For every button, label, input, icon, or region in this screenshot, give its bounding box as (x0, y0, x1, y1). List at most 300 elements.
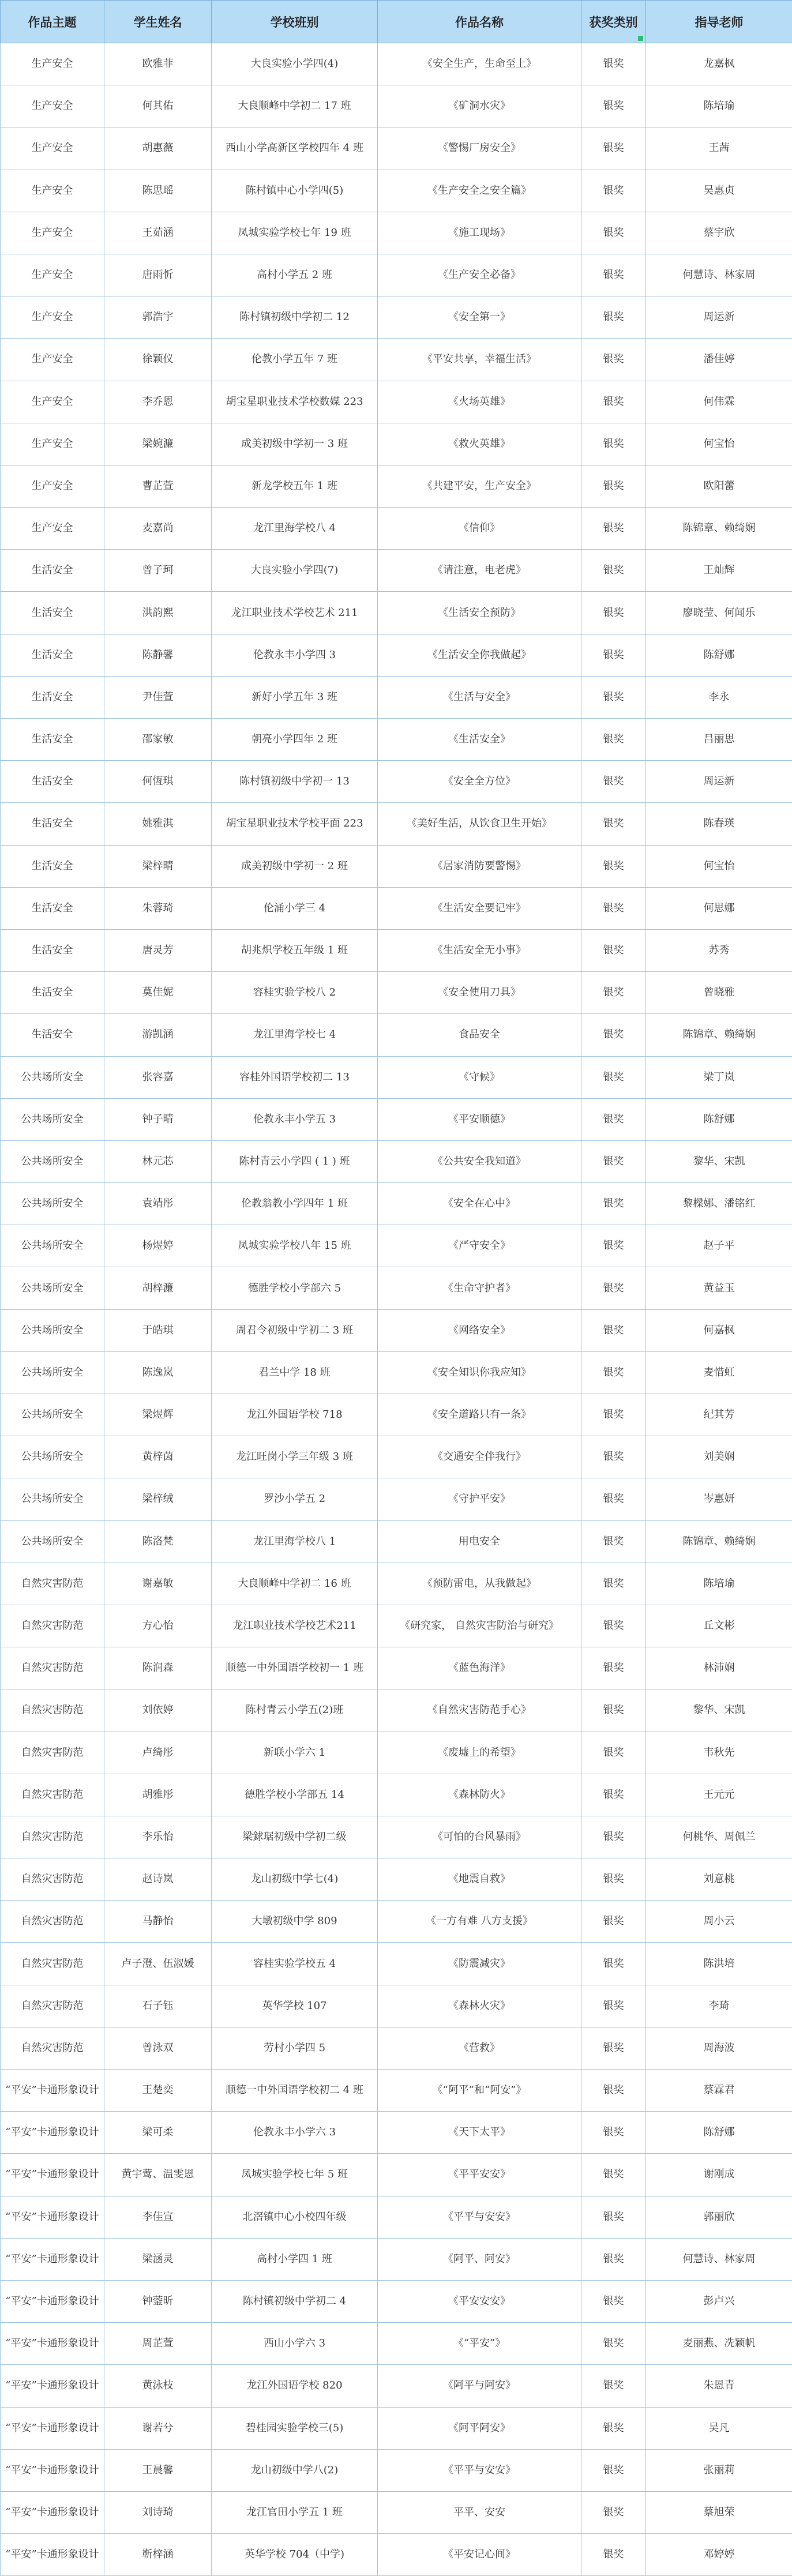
cell-work-title: 《研究家， 自然灾害防治与研究》 (378, 1605, 581, 1647)
table-row (1, 2070, 792, 2112)
cell-award-type: 银奖 (581, 2323, 646, 2365)
table-row (1, 1774, 792, 1816)
cell-work-title: 《阿平、阿安》 (378, 2238, 581, 2280)
cell-school-class: 陈村镇中心小学四(5) (212, 170, 378, 212)
cell-teacher: 何伟霖 (646, 381, 792, 423)
cell-award-type: 银奖 (581, 2196, 646, 2238)
cell-award-type: 银奖 (581, 85, 646, 127)
cell-award-type: 银奖 (581, 803, 646, 845)
cell-theme: “平安”卡通形象设计 (1, 2238, 104, 2280)
header-award-type[interactable] (581, 1, 646, 43)
cell-work-title: 《生产安全之安全篇》 (378, 170, 581, 212)
table-row (1, 296, 792, 339)
cell-award-type: 银奖 (581, 1689, 646, 1732)
cell-teacher: 何嘉枫 (646, 1309, 792, 1351)
cell-teacher: 龙嘉枫 (646, 43, 792, 85)
table-row (1, 1689, 792, 1732)
cell-work-title: 《救火英雄》 (378, 423, 581, 465)
cell-school-class: 陈村镇初级中学初一 13 (212, 761, 378, 803)
cell-theme: “平安”卡通形象设计 (1, 2449, 104, 2491)
table-row (1, 508, 792, 550)
cell-student: 卢子澄、伍淑媛 (104, 1943, 212, 1985)
cell-award-type: 银奖 (581, 465, 646, 507)
cell-work-title: 《生活安全你我做起》 (378, 634, 581, 676)
cell-student: 胡雅彤 (104, 1774, 212, 1816)
cell-student: 林元芯 (104, 1140, 212, 1182)
cell-work-title: 《平安记心间》 (378, 2534, 581, 2576)
cell-school-class: 龙江职业技术学校艺术211 (212, 1605, 378, 1647)
cell-award-type: 银奖 (581, 1901, 646, 1943)
table-row (1, 2154, 792, 2196)
cell-teacher: 陈锦章、赖绮娴 (646, 1014, 792, 1056)
cell-student: 李乐怡 (104, 1816, 212, 1858)
cell-student: 胡惠薇 (104, 127, 212, 170)
table-row (1, 634, 792, 676)
header-student: 学生姓名 (104, 1, 212, 43)
cell-work-title: 《生活安全要记牢》 (378, 887, 581, 929)
cell-theme: 生产安全 (1, 170, 104, 212)
cell-work-title: 《平安顺德》 (378, 1098, 581, 1140)
cell-school-class: 西山小学高新区学校四年 4 班 (212, 127, 378, 170)
cell-theme: 生产安全 (1, 127, 104, 170)
cell-school-class: 龙江里海学校七 4 (212, 1014, 378, 1056)
table-row (1, 1647, 792, 1689)
table-row (1, 2323, 792, 2365)
cell-school-class: 胡宝星职业技术学校平面 223 (212, 803, 378, 845)
cell-student: 黄梓茵 (104, 1436, 212, 1478)
cell-teacher: 周海波 (646, 2027, 792, 2069)
cell-work-title: 《森林火灾》 (378, 1985, 581, 2027)
cell-award-type: 银奖 (581, 1056, 646, 1098)
cell-school-class: 胡宝星职业技术学校数媒 223 (212, 381, 378, 423)
cell-award-type: 银奖 (581, 1014, 646, 1056)
cell-teacher: 陈舒娜 (646, 1098, 792, 1140)
cell-work-title: 平平、安安 (378, 2491, 581, 2533)
table-row (1, 2027, 792, 2069)
cell-teacher: 陈锦章、赖绮娴 (646, 508, 792, 550)
cell-school-class: 德胜学校小学部五 14 (212, 1774, 378, 1816)
cell-theme: 生活安全 (1, 634, 104, 676)
cell-theme: 生活安全 (1, 550, 104, 592)
cell-student: 卢绮彤 (104, 1732, 212, 1774)
cell-school-class: 伦教翁教小学四年 1 班 (212, 1183, 378, 1225)
table-row (1, 423, 792, 465)
cell-teacher: 蔡宇欣 (646, 212, 792, 254)
cell-theme: 生产安全 (1, 212, 104, 254)
cell-work-title: 《守候》 (378, 1056, 581, 1098)
cell-work-title: 《平安共享，幸福生活》 (378, 339, 581, 381)
cell-teacher: 潘佳婷 (646, 339, 792, 381)
cell-student: 钟蓥昕 (104, 2280, 212, 2322)
cell-award-type: 银奖 (581, 1309, 646, 1351)
cell-work-title: 《请注意，电老虎》 (378, 550, 581, 592)
table-header (1, 1, 792, 43)
cell-student: 方心怡 (104, 1605, 212, 1647)
table-row (1, 1520, 792, 1563)
cell-student: 钟子晴 (104, 1098, 212, 1140)
cell-student: 张容嘉 (104, 1056, 212, 1098)
cell-school-class: 伦涌小学三 4 (212, 887, 378, 929)
cell-student: 陈洛梵 (104, 1520, 212, 1563)
cell-theme: 公共场所安全 (1, 1267, 104, 1309)
cell-theme: 生产安全 (1, 381, 104, 423)
cell-student: 唐雨忻 (104, 254, 212, 296)
cell-award-type: 银奖 (581, 592, 646, 634)
cell-work-title: 《地震自救》 (378, 1858, 581, 1901)
cell-school-class: 劳村小学四 5 (212, 2027, 378, 2069)
cell-student: 何其佑 (104, 85, 212, 127)
cell-school-class: 成美初级中学初一 2 班 (212, 845, 378, 887)
cell-student: 朱蓉琦 (104, 887, 212, 929)
cell-award-type: 银奖 (581, 1563, 646, 1605)
table-row (1, 85, 792, 127)
cell-teacher: 吴惠贞 (646, 170, 792, 212)
table-row (1, 1014, 792, 1056)
cell-work-title: 《安全道路只有一条》 (378, 1394, 581, 1436)
cell-student: 刘依婷 (104, 1689, 212, 1732)
cell-school-class: 朝亮小学四年 2 班 (212, 719, 378, 761)
table-row (1, 972, 792, 1014)
cell-teacher: 何宝怡 (646, 845, 792, 887)
table-row (1, 1394, 792, 1436)
cell-award-type: 银奖 (581, 1098, 646, 1140)
cell-student: 梁梓绒 (104, 1478, 212, 1520)
header-theme: 作品主题 (1, 1, 104, 43)
cell-school-class: 龙江里海学校八 4 (212, 508, 378, 550)
cell-work-title: 《平平与安安》 (378, 2196, 581, 2238)
cell-theme: 生产安全 (1, 43, 104, 85)
header-school-class: 学校班别 (212, 1, 378, 43)
table-row (1, 465, 792, 507)
cell-work-title: 《警惕厂房安全》 (378, 127, 581, 170)
cell-teacher: 吴凡 (646, 2407, 792, 2449)
cell-theme: “平安”卡通形象设计 (1, 2280, 104, 2322)
table-row (1, 2196, 792, 2238)
cell-student: 郭浩宇 (104, 296, 212, 339)
cell-work-title: 《平平与安安》 (378, 2449, 581, 2491)
cell-school-class: 龙山初级中学八(2) (212, 2449, 378, 2491)
cell-work-title: 《废墟上的希望》 (378, 1732, 581, 1774)
table-row (1, 550, 792, 592)
cell-award-type: 银奖 (581, 1520, 646, 1563)
cell-award-type: 银奖 (581, 761, 646, 803)
cell-award-type: 银奖 (581, 1774, 646, 1816)
cell-theme: 公共场所安全 (1, 1351, 104, 1394)
cell-student: 何恆琪 (104, 761, 212, 803)
cell-teacher: 邓婷婷 (646, 2534, 792, 2576)
cell-theme: 自然灾害防范 (1, 1605, 104, 1647)
header-teacher: 指导老师 (646, 1, 792, 43)
cell-theme: 生活安全 (1, 972, 104, 1014)
cell-teacher: 郭丽欣 (646, 2196, 792, 2238)
cell-work-title: 《安全使用刀具》 (378, 972, 581, 1014)
cell-work-title: 《安全知识你我应知》 (378, 1351, 581, 1394)
table-row (1, 254, 792, 296)
cell-student: 梁可柔 (104, 2112, 212, 2154)
cell-school-class: 高村小学五 2 班 (212, 254, 378, 296)
cell-theme: “平安”卡通形象设计 (1, 2407, 104, 2449)
cell-work-title: 《安全第一》 (378, 296, 581, 339)
table-row (1, 1140, 792, 1182)
cell-teacher: 张丽莉 (646, 2449, 792, 2491)
table-row (1, 43, 792, 85)
table-row (1, 2449, 792, 2491)
cell-student: 曾子珂 (104, 550, 212, 592)
table-row (1, 1943, 792, 1985)
cell-theme: “平安”卡通形象设计 (1, 2196, 104, 2238)
cell-student: 梁煜辉 (104, 1394, 212, 1436)
cell-work-title: 《火场英雄》 (378, 381, 581, 423)
cell-theme: 生产安全 (1, 254, 104, 296)
cell-teacher: 王灿辉 (646, 550, 792, 592)
cell-student: 唐灵芳 (104, 929, 212, 971)
cell-work-title: 《严守安全》 (378, 1225, 581, 1267)
cell-school-class: 成美初级中学初一 3 班 (212, 423, 378, 465)
cell-student: 赵诗岚 (104, 1858, 212, 1901)
cell-theme: “平安”卡通形象设计 (1, 2365, 104, 2407)
cell-student: 谢若兮 (104, 2407, 212, 2449)
cell-teacher: 麦丽燕、冼颖帆 (646, 2323, 792, 2365)
cell-student: 马静怡 (104, 1901, 212, 1943)
cell-school-class: 顺德一中外国语学校初一 1 班 (212, 1647, 378, 1689)
cell-teacher: 李永 (646, 676, 792, 718)
cell-school-class: 龙江职业技术学校艺术 211 (212, 592, 378, 634)
cell-work-title: 《美好生活，从饮食卫生开始》 (378, 803, 581, 845)
cell-teacher: 黎樑娜、潘铭红 (646, 1183, 792, 1225)
cell-work-title: 《生活安全预防》 (378, 592, 581, 634)
cell-award-type: 银奖 (581, 43, 646, 85)
cell-work-title: 《“阿平”和“阿安”》 (378, 2070, 581, 2112)
cell-student: 石子钰 (104, 1985, 212, 2027)
cell-student: 欧雅菲 (104, 43, 212, 85)
cell-school-class: 梁銶琚初级中学初二级 (212, 1816, 378, 1858)
cell-award-type: 银奖 (581, 1605, 646, 1647)
table-row (1, 1901, 792, 1943)
cell-award-type: 银奖 (581, 2027, 646, 2069)
cell-work-title: 《生活安全无小事》 (378, 929, 581, 971)
table-row (1, 592, 792, 634)
cell-teacher: 何慧诗、林家周 (646, 254, 792, 296)
cell-award-type: 银奖 (581, 2534, 646, 2576)
cell-theme: “平安”卡通形象设计 (1, 2070, 104, 2112)
cell-teacher: 林沛娴 (646, 1647, 792, 1689)
cell-teacher: 麦惜虹 (646, 1351, 792, 1394)
cell-teacher: 蔡旭荣 (646, 2491, 792, 2533)
cell-theme: 自然灾害防范 (1, 1816, 104, 1858)
cell-teacher: 王茜 (646, 127, 792, 170)
cell-work-title: 《共建平安，生产安全》 (378, 465, 581, 507)
cell-award-type: 银奖 (581, 1985, 646, 2027)
table-body (1, 43, 792, 2576)
cell-teacher: 陈锦章、赖绮娴 (646, 1520, 792, 1563)
table-row (1, 2407, 792, 2449)
cell-theme: 生活安全 (1, 1014, 104, 1056)
cell-work-title: 《交通安全伴我行》 (378, 1436, 581, 1478)
cell-award-type: 银奖 (581, 550, 646, 592)
table-row (1, 1985, 792, 2027)
cell-work-title: 《生活与安全》 (378, 676, 581, 718)
cell-teacher: 曾晓雅 (646, 972, 792, 1014)
cell-theme: 自然灾害防范 (1, 1943, 104, 1985)
cell-school-class: 高村小学四 1 班 (212, 2238, 378, 2280)
cell-award-type: 银奖 (581, 2491, 646, 2533)
table-row (1, 676, 792, 718)
cell-school-class: 容桂实验学校八 2 (212, 972, 378, 1014)
table-row (1, 929, 792, 971)
cell-student: 陈思瑶 (104, 170, 212, 212)
table-row (1, 339, 792, 381)
cell-school-class: 大良顺峰中学初二 17 班 (212, 85, 378, 127)
cell-theme: 自然灾害防范 (1, 1732, 104, 1774)
cell-award-type: 银奖 (581, 1943, 646, 1985)
cell-award-type: 银奖 (581, 1267, 646, 1309)
table-row (1, 1098, 792, 1140)
table-row (1, 1478, 792, 1520)
cell-teacher: 梁丁岚 (646, 1056, 792, 1098)
cell-work-title: 《守护平安》 (378, 1478, 581, 1520)
cell-theme: 生活安全 (1, 592, 104, 634)
cell-teacher: 陈舒娜 (646, 634, 792, 676)
cell-work-title: 《矿洞水灾》 (378, 85, 581, 127)
cell-theme: 自然灾害防范 (1, 1774, 104, 1816)
table-row (1, 381, 792, 423)
cell-theme: 公共场所安全 (1, 1140, 104, 1182)
table-row (1, 887, 792, 929)
cell-student: 姚雅淇 (104, 803, 212, 845)
cell-student: 李乔恩 (104, 381, 212, 423)
cell-school-class: 龙江外国语学校 820 (212, 2365, 378, 2407)
cell-theme: 公共场所安全 (1, 1394, 104, 1436)
header-row (1, 1, 792, 43)
cell-work-title: 《平安安安》 (378, 2280, 581, 2322)
cell-school-class: 容桂外国语学校初二 13 (212, 1056, 378, 1098)
cell-school-class: 凤城实验学校七年 5 班 (212, 2154, 378, 2196)
cell-work-title: 《蓝色海洋》 (378, 1647, 581, 1689)
cell-award-type: 银奖 (581, 423, 646, 465)
cell-theme: 自然灾害防范 (1, 1563, 104, 1605)
cell-award-type: 银奖 (581, 2449, 646, 2491)
cell-student: 陈润森 (104, 1647, 212, 1689)
cell-teacher: 何宝怡 (646, 423, 792, 465)
cell-award-type: 银奖 (581, 1732, 646, 1774)
cell-teacher: 周运新 (646, 296, 792, 339)
filter-marker-icon[interactable] (638, 36, 643, 41)
cell-school-class: 罗沙小学五 2 (212, 1478, 378, 1520)
cell-school-class: 龙江官田小学五 1 班 (212, 2491, 378, 2533)
cell-student: 杨煜婷 (104, 1225, 212, 1267)
cell-school-class: 顺德一中外国语学校初二 4 班 (212, 2070, 378, 2112)
cell-award-type: 银奖 (581, 296, 646, 339)
cell-student: 胡梓濂 (104, 1267, 212, 1309)
cell-award-type: 银奖 (581, 1140, 646, 1182)
cell-work-title: 《营救》 (378, 2027, 581, 2069)
cell-student: 黄泳枝 (104, 2365, 212, 2407)
cell-teacher: 周小云 (646, 1901, 792, 1943)
cell-theme: “平安”卡通形象设计 (1, 2112, 104, 2154)
cell-teacher: 黎华、宋凯 (646, 1140, 792, 1182)
cell-work-title: 《森林防火》 (378, 1774, 581, 1816)
cell-award-type: 银奖 (581, 1225, 646, 1267)
cell-teacher: 李琦 (646, 1985, 792, 2027)
cell-school-class: 伦教永丰小学四 3 (212, 634, 378, 676)
table-row (1, 1605, 792, 1647)
cell-award-type: 银奖 (581, 2112, 646, 2154)
cell-work-title: 《安全全方位》 (378, 761, 581, 803)
cell-work-title: 《安全生产，生命至上》 (378, 43, 581, 85)
cell-theme: 公共场所安全 (1, 1056, 104, 1098)
cell-theme: 自然灾害防范 (1, 1647, 104, 1689)
cell-student: 黄宇莺、温雯恩 (104, 2154, 212, 2196)
cell-student: 王楚奕 (104, 2070, 212, 2112)
cell-theme: 生活安全 (1, 719, 104, 761)
cell-theme: 自然灾害防范 (1, 1985, 104, 2027)
cell-theme: 生产安全 (1, 296, 104, 339)
table-row (1, 2112, 792, 2154)
table-row (1, 761, 792, 803)
cell-teacher: 何思娜 (646, 887, 792, 929)
table-row (1, 1056, 792, 1098)
cell-teacher: 欧阳蕾 (646, 465, 792, 507)
cell-theme: “平安”卡通形象设计 (1, 2534, 104, 2576)
cell-work-title: 《“平安”》 (378, 2323, 581, 2365)
cell-work-title: 《公共安全我知道》 (378, 1140, 581, 1182)
cell-work-title: 《居家消防要警惕》 (378, 845, 581, 887)
cell-award-type: 银奖 (581, 339, 646, 381)
cell-theme: “平安”卡通形象设计 (1, 2323, 104, 2365)
cell-award-type: 银奖 (581, 1183, 646, 1225)
cell-teacher: 谢刚成 (646, 2154, 792, 2196)
cell-theme: 公共场所安全 (1, 1520, 104, 1563)
cell-award-type: 银奖 (581, 1858, 646, 1901)
table-row (1, 1351, 792, 1394)
cell-work-title: 《阿平阿安》 (378, 2407, 581, 2449)
table-row (1, 1267, 792, 1309)
cell-teacher: 周运新 (646, 761, 792, 803)
cell-student: 陈逸岚 (104, 1351, 212, 1394)
cell-school-class: 北滘镇中心小校四年级 (212, 2196, 378, 2238)
cell-student: 于皓琪 (104, 1309, 212, 1351)
table-row (1, 2238, 792, 2280)
cell-school-class: 伦教小学五年 7 班 (212, 339, 378, 381)
cell-school-class: 龙山初级中学七(4) (212, 1858, 378, 1901)
table-row (1, 127, 792, 170)
table-row (1, 1816, 792, 1858)
cell-school-class: 龙江旺岗小学三年级 3 班 (212, 1436, 378, 1478)
cell-theme: 生产安全 (1, 423, 104, 465)
cell-school-class: 伦教永丰小学六 3 (212, 2112, 378, 2154)
cell-theme: 生产安全 (1, 508, 104, 550)
table-row (1, 1436, 792, 1478)
cell-teacher: 王元元 (646, 1774, 792, 1816)
cell-work-title: 《自然灾害防范手心》 (378, 1689, 581, 1732)
cell-award-type: 银奖 (581, 719, 646, 761)
cell-school-class: 凤城实验学校七年 19 班 (212, 212, 378, 254)
cell-school-class: 陈村青云小学五(2)班 (212, 1689, 378, 1732)
cell-award-type: 银奖 (581, 212, 646, 254)
cell-work-title: 《预防雷电，从我做起》 (378, 1563, 581, 1605)
cell-teacher: 丘文彬 (646, 1605, 792, 1647)
cell-student: 洪韵熙 (104, 592, 212, 634)
cell-award-type: 银奖 (581, 972, 646, 1014)
cell-school-class: 君兰中学 18 班 (212, 1351, 378, 1394)
cell-work-title: 《平平安安》 (378, 2154, 581, 2196)
table-row (1, 803, 792, 845)
cell-theme: 自然灾害防范 (1, 1901, 104, 1943)
cell-school-class: 胡兆炽学校五年级 1 班 (212, 929, 378, 971)
table-row (1, 1858, 792, 1901)
cell-theme: 公共场所安全 (1, 1478, 104, 1520)
cell-teacher: 吕丽思 (646, 719, 792, 761)
